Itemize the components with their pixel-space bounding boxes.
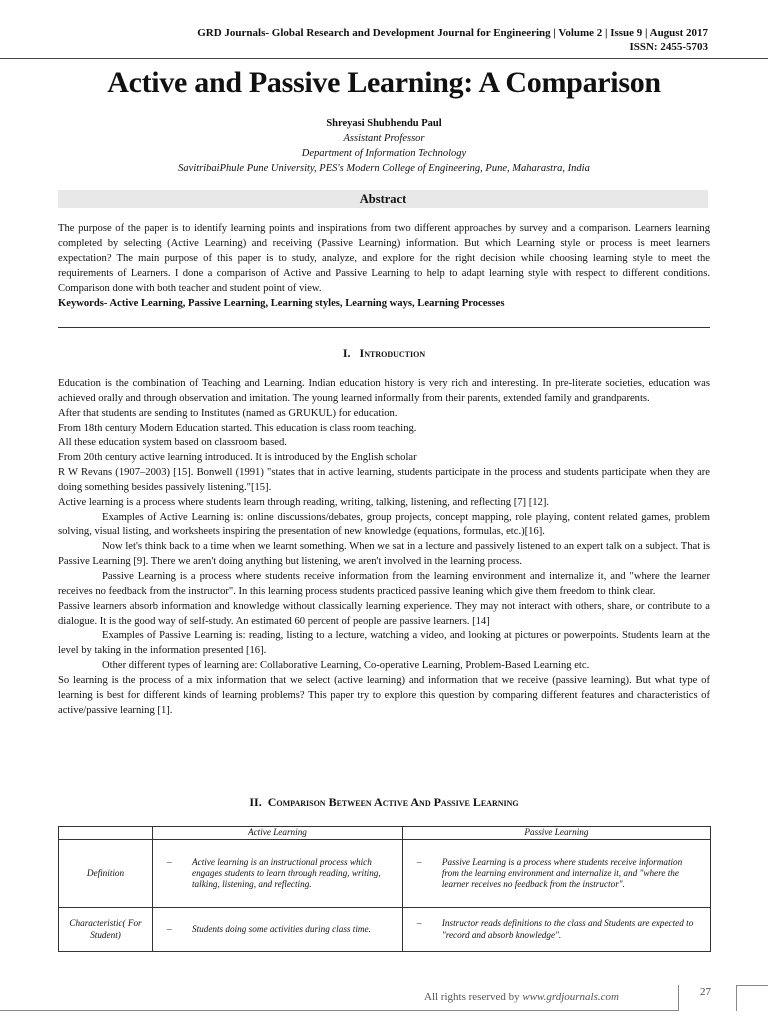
table-row [59, 908, 711, 952]
table-corner-cell [59, 827, 153, 840]
table-header-row [59, 827, 711, 840]
section-1-title: Introduction [359, 346, 426, 360]
bullet: – [167, 923, 172, 934]
paragraph: From 18th century Modern Education started. This education is class room teaching. [58, 422, 417, 434]
col-header-passive: Passive Learning [402, 827, 710, 840]
section-2-title: Comparison Between Active And Passive Learning [267, 795, 519, 809]
abstract-rule [58, 327, 710, 328]
abstract-body [58, 222, 710, 311]
paragraph: R W Revans (1907–2003) [15]. Bonwell (1991) "states that in active learning, students participate in the process and students participate when they are doing something besides passively listening."[15]. [58, 467, 710, 493]
section-1-numeral: I. [342, 346, 351, 360]
paragraph: All these education system based on classroom based. [58, 437, 287, 449]
table-row [59, 840, 711, 908]
paragraph: Now let's think back to a time when we learnt something. When we sat in a lecture and passively listened to an expert talk on a subject. That is Passive Learning [9]. There we aren't doing anything but listening, we aren't involved in the learning process. [58, 541, 710, 568]
author-position: Assistant Professor [343, 133, 425, 144]
bullet: – [167, 856, 172, 867]
introduction-body [58, 377, 710, 718]
table-cell [153, 840, 403, 908]
table-cell [153, 908, 403, 952]
cell-text: Instructor reads definitions to the class and Students are expected to "record and absorb knowledge". [441, 918, 694, 940]
footer-rule [736, 985, 737, 1011]
table-cell [402, 908, 710, 952]
footer-rule [0, 1010, 678, 1011]
footer-prefix: All rights reserved by [424, 991, 523, 1003]
author-block [0, 116, 768, 176]
keywords: Keywords- Active Learning, Passive Learning, Learning styles, Learning ways, Learning Processes [58, 297, 505, 309]
paragraph: Other different types of learning are: Collaborative Learning, Co-operative Learning, Problem-Based Learning etc. [102, 660, 590, 672]
journal-header [197, 26, 708, 54]
footer-site-link[interactable]: www.grdjournals.com [522, 991, 619, 1003]
issn-line: ISSN: 2455-5703 [629, 41, 708, 53]
comparison-table [58, 826, 711, 952]
footer-rights [424, 991, 619, 1003]
col-header-active: Active Learning [153, 827, 403, 840]
paper-title: Active and Passive Learning: A Comparison [107, 66, 661, 99]
paragraph: Passive Learning is a process where students receive information from the learning environment and internalize it, and "where the learner receives no feedback from the instructor". In this learning process students practiced passive leaning which give them freedom to think clear. [58, 570, 710, 597]
table-cell [402, 840, 710, 908]
bullet: – [416, 918, 422, 929]
bullet: – [416, 856, 422, 867]
paragraph: So learning is the process of a mix information that we select (active learning) and information that we receive (passive learning). But what type of learning is best for different kinds of learning problems? This paper try to explore this question by comparing different features and characteristics of active/passive learning [1]. [58, 674, 710, 716]
footer-rule [678, 985, 679, 1011]
section-1-heading [0, 346, 768, 361]
page-number: 27 [700, 986, 711, 998]
row-label: Characteristic( For Student) [59, 908, 153, 952]
footer-rule [736, 985, 768, 986]
row-label: Definition [59, 840, 153, 908]
section-2-numeral: II. [249, 795, 262, 809]
cell-text: Passive Learning is a process where students receive information from the learning environment and internalize it, and "where the learner receives no feedback from the instructor". [441, 856, 683, 890]
author-affiliation: SavitribaiPhule Pune University, PES's Modern College of Engineering, Pune, Maharastra, India [178, 163, 590, 174]
paragraph: From 20th century active learning introduced. It is introduced by the English scholar [58, 452, 417, 464]
header-rule [0, 58, 768, 59]
paragraph: Active learning is a process where students learn through reading, writing, talking, listening, and reflecting [7] [12]. [58, 496, 549, 508]
author-name: Shreyasi Shubhendu Paul [326, 118, 442, 129]
cell-text: Students doing some activities during class time. [192, 923, 371, 934]
author-department: Department of Information Technology [301, 148, 467, 159]
cell-text: Active learning is an instructional process which engages students to learn through reading, writing, talking, listening, and reflecting. [192, 856, 381, 890]
paragraph: Examples of Passive Learning is: reading, listing to a lecture, watching a video, and looking at pictures or powerpoints. Students learn at the level by taking in the information presented [16]. [58, 630, 710, 657]
section-2-heading [0, 795, 768, 810]
abstract-text: The purpose of the paper is to identify learning points and inspirations from two different approaches by survey and a comparison. Learners learning completed by selecting (Active Learning) and receiving (Passive Learning) information. But which Learning style or process is meet learners expectation? The main purpose of this paper is to study, analyze, and explore for the right decision while choosing learning style to meet the requirements of Learners. I done a comparison of Active and Passive Learning to help to adapt learning style with respect to different conditions. Comparison done with both teacher and student point of view. [58, 223, 710, 294]
paragraph: After that students are sending to Institutes (named as GRUKUL) for education. [58, 407, 398, 419]
abstract-heading: Abstract [58, 190, 708, 208]
paragraph: Education is the combination of Teaching and Learning. Indian education history is very rich and interesting. In pre-literate societies, education was achieved orally and through observation and imitation. The young learned informally from their parents, extended family and grandparents. [58, 378, 710, 404]
journal-line: GRD Journals- Global Research and Development Journal for Engineering | Volume 2 | Issue 9 | August 2017 [197, 27, 708, 39]
paragraph: Passive learners absorb information and knowledge without classically learning experience. They may not interact with others, share, or contribute to a dialogue. It is the good way of self-study. An estimated 60 percent of people are passive learners. [14] [58, 600, 710, 627]
paragraph: Examples of Active Learning is: online discussions/debates, group projects, concept mapping, role playing, content related games, problem solving, visual listing, and worksheets inspiring the presentation of new knowledge (equations, formulas, etc.)[16]. [58, 511, 710, 538]
